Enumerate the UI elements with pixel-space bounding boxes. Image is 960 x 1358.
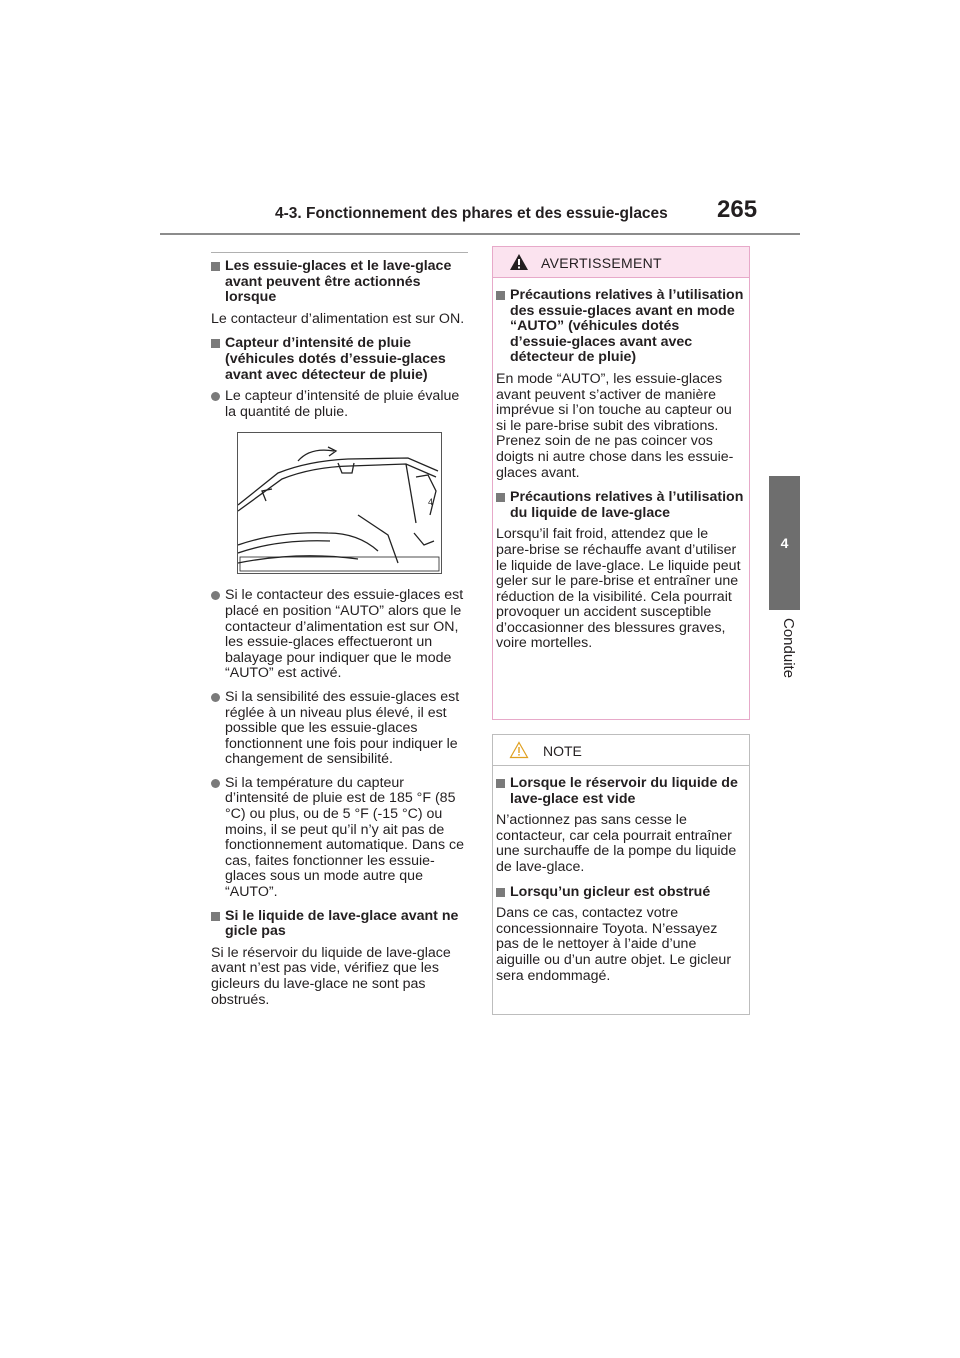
warning-paragraph: Lorsqu’il fait froid, attendez que le pare-brise se réchauffe avant d’utiliser le liquide de lave-glace. Le liquide peut geler sur le pare-brise et entraîner une réduction de la visibilité. Cela pourrait provoquer un accident susceptible d’occasionner des blessures graves, voire mortelles. [496, 526, 741, 652]
warning-header [493, 247, 749, 278]
warning-box [492, 246, 750, 720]
note-heading: Lorsqu’un gicleur est obstrué [496, 885, 744, 901]
windshield-sensor-illustration [237, 432, 442, 574]
square-bullet-icon [496, 493, 505, 502]
left-column [211, 251, 468, 1017]
square-bullet-icon [211, 262, 220, 271]
note-paragraph: N’actionnez pas sans cesse le contacteur, car cela pourrait entraîner une surchauffe de la pompe du liquide de lave-glace. [496, 812, 737, 875]
chapter-tab: 4 [769, 476, 800, 610]
svg-text:4: 4 [428, 497, 434, 508]
note-header [493, 735, 749, 766]
bullet-item: Si la température du capteur d’intensité de pluie est de 185 °F (85 °C) ou plus, ou de 5 °F (-15 °C) ou moins, il se peut qu’il n’y ait pas de fonctionnement automatique. Dans ce cas, faites fonctionner les essuie-glaces sous un mode autre que “AUTO”. [211, 776, 468, 901]
square-bullet-icon [496, 888, 505, 897]
note-box [492, 734, 750, 1015]
section-title: 4-3. Fonctionnement des phares et des essuie-glaces [275, 205, 668, 222]
bullet-item: Si la sensibilité des essuie-glaces est réglée à un niveau plus élevé, il est possible que les essuie-glaces fonctionnent une fois pour indiquer le changement de sensibilité. [211, 690, 468, 768]
section-heading: Si le liquide de lave-glace avant ne gicle pas [211, 909, 468, 940]
square-bullet-icon [211, 912, 220, 921]
round-bullet-icon [211, 392, 220, 401]
section-heading: Les essuie-glaces et le lave-glace avant peuvent être actionnés lorsque [211, 259, 468, 306]
bullet-item: Si le contacteur des essuie-glaces est placé en position “AUTO” alors que le contacteur d’alimentation est sur ON, les essuie-glaces effectueront un balayage pour indiquer que le mode “AUTO” est activé. [211, 588, 468, 682]
warning-heading: Précautions relatives à l’utilisation du liquide de lave-glace [496, 490, 744, 521]
square-bullet-icon [496, 779, 505, 788]
chapter-label: Conduite [780, 618, 797, 679]
paragraph: Si le réservoir du liquide de lave-glace avant n’est pas vide, vérifiez que les gicleurs du lave-glace ne sont pas obstrués. [211, 944, 451, 1008]
caution-triangle-icon [509, 741, 529, 759]
round-bullet-icon [211, 693, 220, 702]
note-title: NOTE [543, 743, 582, 759]
note-paragraph: Dans ce cas, contactez votre concessionnaire Toyota. N’essayez pas de le nettoyer à l’aide d’une aiguille ou d’un autre objet. Le gicleur sera endommagé. [496, 905, 732, 984]
note-heading: Lorsque le réservoir du liquide de lave-glace est vide [496, 776, 744, 807]
round-bullet-icon [211, 591, 220, 600]
warning-title: AVERTISSEMENT [541, 255, 662, 271]
warning-paragraph: En mode “AUTO”, les essuie-glaces avant peuvent s’activer de manière imprévue si l’on touche au capteur ou si le pare-brise subit des vibrations. Prenez soin de ne pas coincer vos doigts ni autre chose dans les essuie-glaces avant. [496, 370, 734, 481]
warning-heading: Précautions relatives à l’utilisation des essuie-glaces avant en mode “AUTO” (véhicules dotés d’essuie-glaces avant avec détecteur de pluie) [496, 288, 744, 366]
square-bullet-icon [496, 291, 505, 300]
square-bullet-icon [211, 339, 220, 348]
round-bullet-icon [211, 779, 220, 788]
page-number: 265 [717, 196, 758, 223]
paragraph: Le contacteur d’alimentation est sur ON. [211, 310, 465, 327]
warning-triangle-icon [509, 253, 529, 271]
section-heading: Capteur d’intensité de pluie (véhicules dotés d’essuie-glaces avant avec détecteur de pluie) [211, 336, 468, 383]
bullet-item: Le capteur d’intensité de pluie évalue la quantité de pluie. [211, 389, 468, 420]
header-rule [160, 233, 800, 235]
